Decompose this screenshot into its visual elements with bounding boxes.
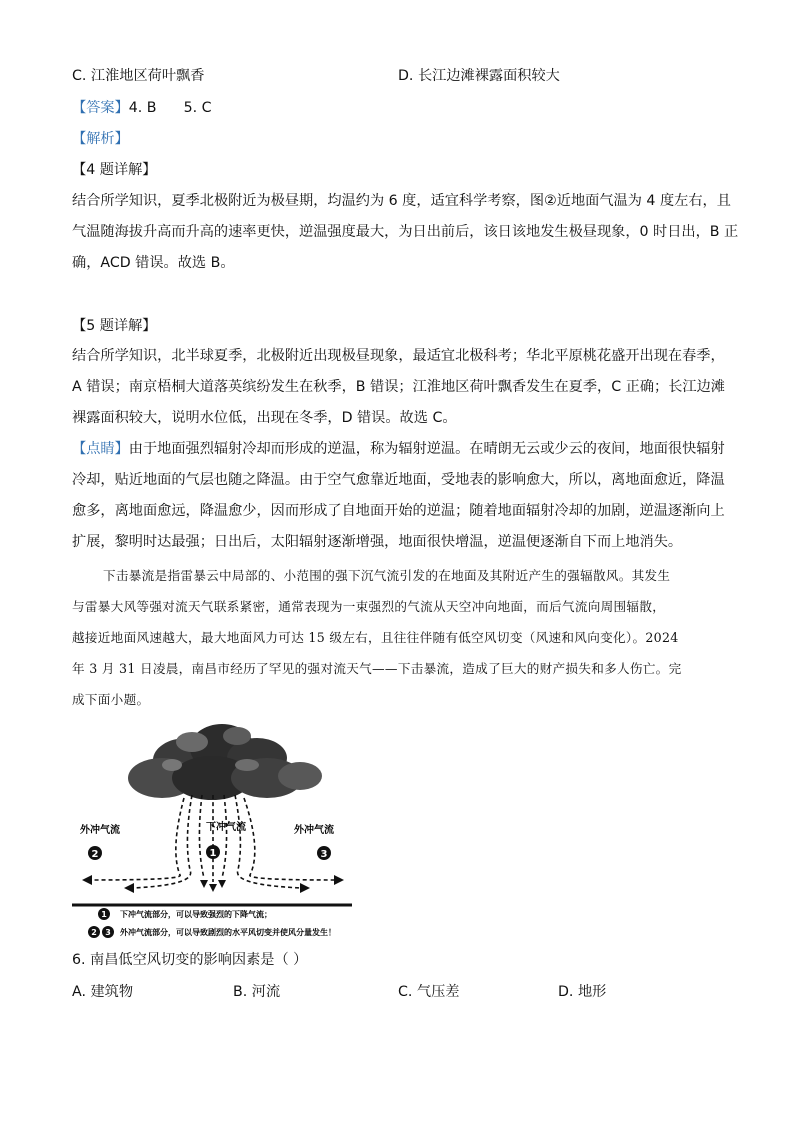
svg-text:3: 3 — [105, 928, 111, 937]
tip-line-4: 扩展，黎明时达最强；日出后，太阳辐射逐渐增强，地面很快增温，逆温便逐渐自下而上地消失。 — [72, 534, 683, 550]
q6-option-c[interactable]: C. 气压差 — [398, 984, 460, 1000]
marker-2 — [88, 846, 102, 860]
passage-line-3: 越接近地面风速越大，最大地面风力可达 15 级左右，且往往伴随有低空风切变（风速和风向变化）。2024 — [72, 630, 679, 645]
legend-text-2: 外冲气流部分，可以导致剧烈的水平风切变并使风分量发生！ — [120, 928, 336, 937]
q6-option-d[interactable]: D. 地形 — [558, 984, 607, 1000]
passage-line-4: 年 3 月 31 日凌晨，南昌市经历了罕见的强对流天气——下击暴流，造成了巨大的财产损失和多人伤亡。完 — [72, 661, 682, 676]
analysis-tag-text: 【解析】 — [72, 131, 129, 147]
answer-line — [72, 98, 212, 118]
downburst-diagram — [72, 720, 362, 945]
q5-line-3: 裸露面积较大，说明水位低，出现在冬季，D 错误。故选 C。 — [72, 410, 457, 426]
q4-line-3: 确，ACD 错误。故选 B。 — [72, 255, 235, 271]
svg-text:3: 3 — [320, 849, 328, 860]
downburst-svg — [72, 720, 362, 945]
svg-text:2: 2 — [91, 928, 97, 937]
q6-option-a[interactable]: A. 建筑物 — [72, 984, 134, 1000]
right-outflow-label: 外冲气流 — [294, 825, 334, 836]
svg-text:2: 2 — [91, 849, 99, 860]
storm-cloud-icon — [128, 724, 322, 800]
legend-row-2 — [88, 926, 336, 938]
marker-1 — [206, 845, 220, 859]
passage-line-5: 成下面小题。 — [72, 692, 150, 707]
q4-title: 【4 题详解】 — [72, 162, 157, 178]
svg-text:1: 1 — [209, 848, 217, 859]
tip-text-1: 由于地面强烈辐射冷却而形成的逆温，称为辐射逆温。在晴朗无云或少云的夜间，地面很快辐射 — [128, 441, 725, 457]
q5-line-2: A 错误；南京梧桐大道落英缤纷发生在秋季，B 错误；江淮地区荷叶飘香发生在夏季，C 正确；长江边滩 — [72, 379, 725, 395]
q5-title: 【5 题详解】 — [72, 318, 157, 334]
tip-line-2: 冷却，贴近地面的气层也随之降温。由于空气愈靠近地面，受地表的影响愈大，所以，离地面愈近，降温 — [72, 472, 725, 488]
q4-line-1: 结合所学知识，夏季北极附近为极昼期，均温约为 6 度，适宜科学考察，图②近地面气温为 4 度左右，且 — [72, 193, 731, 209]
q6-option-b[interactable]: B. 河流 — [233, 984, 281, 1000]
marker-3 — [317, 846, 331, 860]
tip-line-1 — [72, 439, 725, 459]
q6-stem: 6. 南昌低空风切变的影响因素是（ ） — [72, 952, 308, 968]
tip-line-3: 愈多，离地面愈远，降温愈少，因而形成了自地面开始的逆温；随着地面辐射冷却的加剧，逆温逐渐向上 — [72, 503, 725, 519]
legend-text-1: 下冲气流部分，可以导致强烈的下降气流； — [120, 910, 272, 919]
q5-line-1: 结合所学知识，北半球夏季，北极附近出现极昼现象，最适宜北极科考；华北平原桃花盛开出现在春季， — [72, 348, 725, 364]
passage-line-1: 下击暴流是指雷暴云中局部的、小范围的强下沉气流引发的在地面及其附近产生的强辐散风。其发生 — [103, 568, 671, 583]
q4-line-2: 气温随海拔升高而升高的速率更快，逆温强度最大，为日出前后，该日该地发生极昼现象，0 时日出，B 正 — [72, 224, 739, 240]
option-c-prev: C. 江淮地区荷叶飘香 — [72, 68, 205, 84]
answer-text: 4. B 5. C — [128, 100, 212, 116]
downdraft-streamlines — [92, 795, 334, 888]
analysis-tag — [72, 129, 129, 149]
svg-text:1: 1 — [101, 910, 107, 919]
answer-tag: 【答案】 — [72, 100, 129, 116]
center-downflow-label: 下冲气流 — [206, 822, 246, 833]
option-d-prev: D. 长江边滩裸露面积较大 — [398, 68, 560, 84]
legend-row-1 — [98, 908, 272, 920]
passage-line-2: 与雷暴大风等强对流天气联系紧密，通常表现为一束强烈的气流从天空冲向地面，而后气流向周围辐散， — [72, 599, 666, 614]
tip-tag: 【点睛】 — [72, 441, 129, 457]
left-outflow-label: 外冲气流 — [80, 825, 120, 836]
